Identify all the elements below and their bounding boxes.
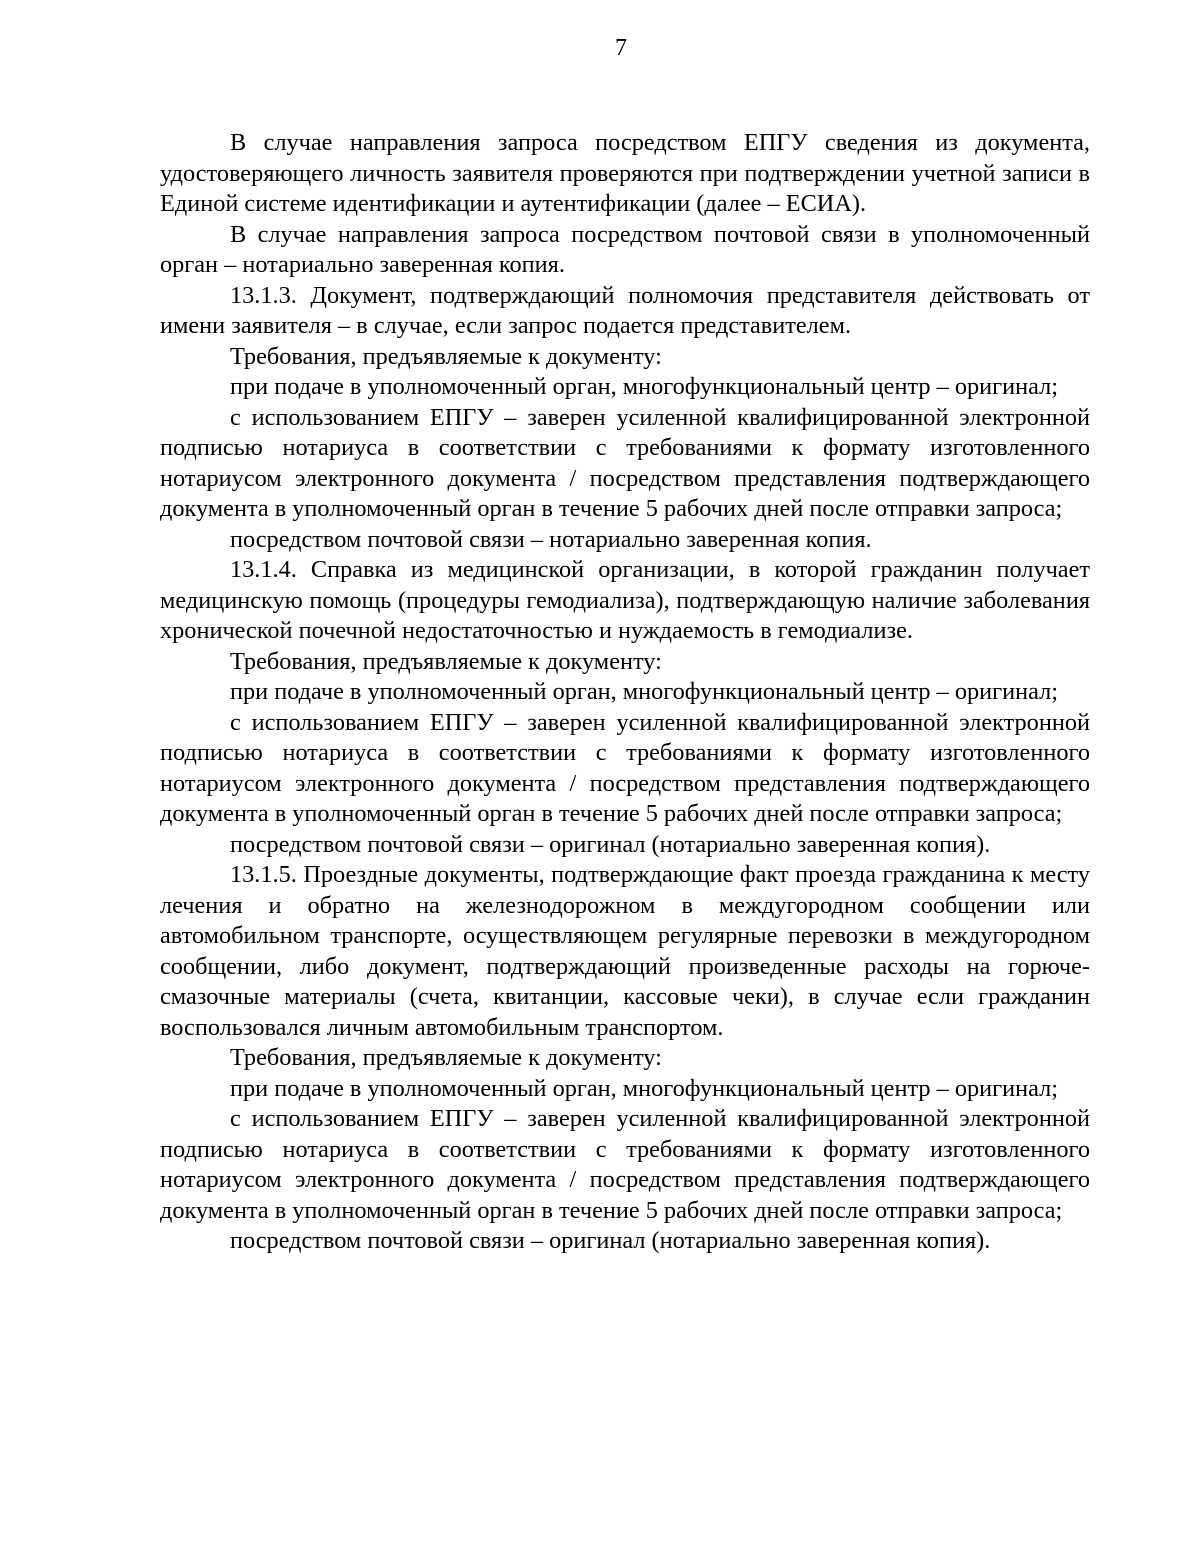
paragraph-requirement-mail: посредством почтовой связи – нотариально заверенная копия. (230, 525, 872, 553)
paragraph-requirement-epgu: с использованием ЕПГУ – заверен усиленной квалифицированной электронной подписью нотариуса в соответствии с требованиями к формату изготовленного нотариусом электронного документа / посредством представления подтверждающего документа в уполномоченный орган в течение 5 рабочих дней после отправки запроса; (160, 1105, 1090, 1224)
paragraph-requirement-in-person: при подаче в уполномоченный орган, многофункциональный центр – оригинал; (230, 678, 1058, 705)
paragraph-13-1-4: 13.1.4. Справка из медицинской организации, в которой гражданин получает медицинскую помощь (процедуры гемодиализа), подтверждающую наличие заболевания хронической почечной недостаточностью и нуждаемость в гемодиализе. (160, 556, 1090, 644)
paragraph-requirement-in-person: при подаче в уполномоченный орган, многофункциональный центр – оригинал; (230, 1074, 1058, 1102)
paragraph-requirement-mail: посредством почтовой связи – оригинал (нотариально заверенная копия). (230, 1227, 991, 1254)
paragraph-epgu-identity-check: В случае направления запроса посредством ЕПГУ сведения из документа, удостоверяющего личность заявителя проверяются при подтверждении учетной записи в Единой системе идентификации и аутентификации (далее – ЕСИА). (160, 129, 1090, 217)
page-number: 7 (615, 35, 627, 61)
paragraph-requirement-mail: посредством почтовой связи – оригинал (нотариально заверенная копия). (230, 830, 991, 858)
paragraph-requirements-heading: Требования, предъявляемые к документу: (230, 1044, 662, 1071)
paragraph-mail-notarized-copy: В случае направления запроса посредством почтовой связи в уполномоченный орган – нотариально заверенная копия. (160, 220, 1090, 278)
paragraph-requirements-heading: Требования, предъявляемые к документу: (230, 342, 662, 370)
paragraph-requirement-epgu: с использованием ЕПГУ – заверен усиленной квалифицированной электронной подписью нотариуса в соответствии с требованиями к формату изготовленного нотариусом электронного документа / посредством представления подтверждающего документа в уполномоченный орган в течение 5 рабочих дней после отправки запроса; (160, 403, 1090, 522)
paragraph-requirements-heading: Требования, предъявляемые к документу: (230, 647, 662, 675)
paragraph-13-1-5: 13.1.5. Проездные документы, подтверждающие факт проезда гражданина к месту лечения и обратно на железнодорожном в междугородном сообщении или автомобильном транспорте, осуществляющем регулярные перевозки в междугородном сообщении, либо документ, подтверждающий произведенные расходы на горюче-смазочные материалы (счета, квитанции, кассовые чеки), в случае если гражданин воспользовался личным автомобильным транспортом. (160, 861, 1090, 1041)
document-body (160, 128, 1090, 1257)
paragraph-requirement-epgu: с использованием ЕПГУ – заверен усиленной квалифицированной электронной подписью нотариуса в соответствии с требованиями к формату изготовленного нотариусом электронного документа / посредством представления подтверждающего документа в уполномоченный орган в течение 5 рабочих дней после отправки запроса; (160, 708, 1090, 827)
paragraph-requirement-in-person: при подаче в уполномоченный орган, многофункциональный центр – оригинал; (230, 373, 1058, 400)
paragraph-13-1-3: 13.1.3. Документ, подтверждающий полномочия представителя действовать от имени заявителя – в случае, если запрос подается представителем. (160, 281, 1090, 339)
